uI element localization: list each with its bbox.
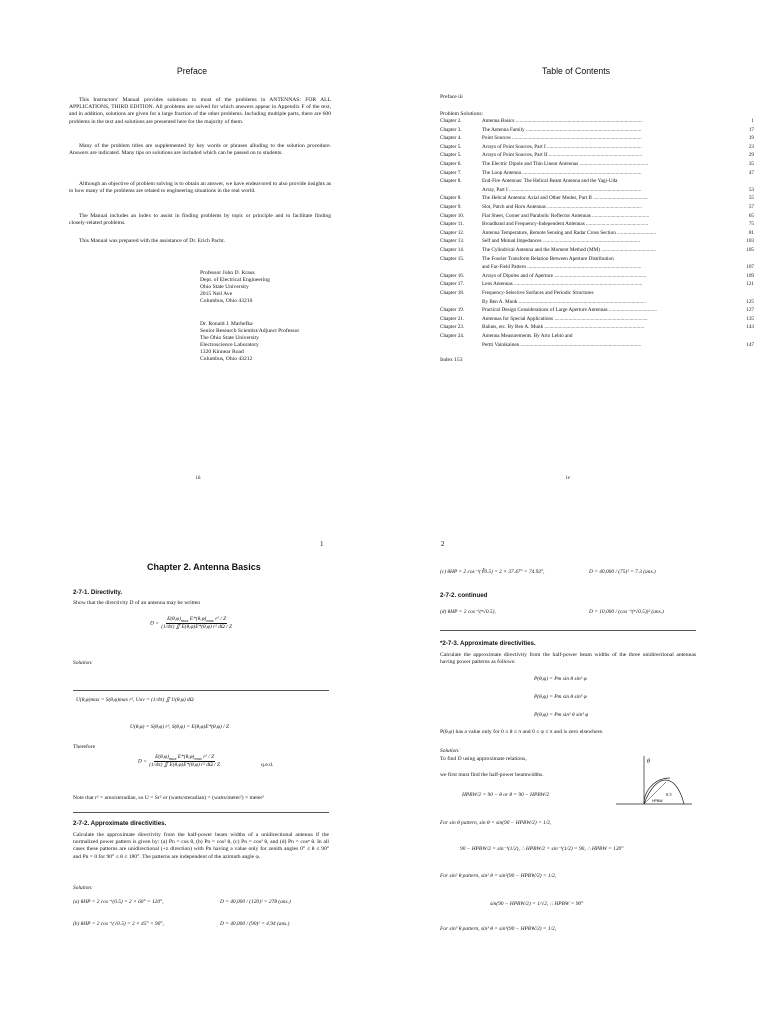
toc-row (440, 135, 754, 141)
toc-page-number: 125 (746, 298, 754, 305)
toc-chapter-number: Chapter 13. (440, 238, 465, 245)
figure-label-theta: θ (647, 759, 650, 765)
toc-row (440, 187, 754, 193)
toc-chapter-title: Antenna Measurements. By Arto Lehto and (482, 333, 573, 339)
toc-chapter-title: By Ben A. Munk .................................................................................................. (482, 298, 646, 305)
therefore-label: Therefore (73, 744, 96, 750)
toc-chapter-title: The Cylindrical Antenna and the Moment Method (MM) .......................................... (482, 247, 656, 253)
toc-row (440, 144, 754, 150)
preface-paragraph-2: Many of the problem titles are supplemented by key words or phrases alluding to the solution procedure. Answers are indicated. Many tips on solutions are included which can be passed on to students. (69, 143, 331, 157)
toc-chapter-number (440, 342, 482, 348)
toc-row (440, 324, 754, 330)
eq-hpbw-relation: HPBW/2 = 90 − θ or θ = 90 − HPBW/2 (462, 792, 550, 798)
toc-chapter-number (440, 264, 482, 270)
toc-chapter-title: The Antenna Family ......................................................................................... (482, 126, 642, 133)
toc-page-number: 75 (748, 221, 754, 228)
toc-page-number: 121 (746, 281, 754, 288)
toc-row (440, 161, 754, 167)
solution-line-2: we first must find the half-power beamwidths. (440, 772, 544, 778)
toc-index-line: Index 153 (440, 357, 463, 363)
toc-chapter-title: Antenna Temperature, Remote Sensing and Radar Cross Section .............................. (482, 229, 657, 236)
toc-chapter-title: Arrays of Dipoles and of Aperture ....................................................................... (482, 272, 647, 279)
toc-chapter-number: Chapter 12. (440, 229, 465, 236)
section-2-7-3-text: Calculate the approximate directivity from the half-power beam widths of the three unidirectional antennas having power patterns as follows: (440, 652, 696, 666)
toc-row (440, 152, 754, 158)
toc-page-number: 55 (748, 195, 754, 202)
note-units: Note that r² = area/steradian, so U = Sr² or (watts/steradian) = (watts/meter²) × meter² (73, 795, 264, 801)
toc-page-number: 57 (748, 204, 754, 210)
half-power-pattern-figure (614, 752, 694, 812)
toc-chapter-number: Chapter 18. (440, 290, 465, 296)
toc-page-number: 143 (746, 324, 754, 331)
toc-row (440, 273, 754, 279)
toc-chapter-number: Chapter 2. (440, 118, 462, 124)
toc-chapter-title: Flat Sheet, Corner and Parabolic Reflector Antennas ............................................ (482, 212, 650, 219)
section-2-7-1-text: Show that the directivity D of an antenna may be written (73, 600, 201, 606)
preface-paragraph-1: This Instructors' Manual provides solutions to most of the problems in ANTENNAS: FOR ALL APPLICATIONS, THIRD EDITION. All problems are solved for which answers appear in Appendix F of the text, and in addition, solutions are given for a large fraction of the other problems. Including multiple parts, there are 600 problems in the text and solutions are presented here for the majority of them. (69, 97, 331, 125)
preface-paragraph-5: This Manual was prepared with the assistance of Dr. Erich Pacht. (79, 238, 226, 244)
toc-chapter-title: Point Sources .................................................................................................... (482, 135, 642, 142)
toc-page-number: 19 (748, 135, 754, 142)
toc-chapter-number (440, 299, 482, 305)
toc-row (440, 342, 754, 348)
toc-row (440, 118, 754, 124)
toc-page-number: 105 (746, 247, 754, 253)
author-block-kraus: Professor John D. Kraus Dept. of Electrical Engineering Ohio State University 2015 Neil Ave Columbus, Ohio 43210 (200, 270, 270, 305)
qed: q.e.d. (261, 762, 274, 768)
toc-chapter-title: The Fourier Transform Relation Between Aperture Distribution (482, 255, 614, 262)
toc-chapter-number: Chapter 14. (440, 247, 465, 253)
toc-chapter-title: Antenna Basics .................................................................................................. (482, 118, 643, 124)
pattern-note: P(θ,φ) has a value only for 0 ≤ θ ≤ π and 0 ≤ φ ≤ π and is zero elsewhere. (440, 729, 604, 735)
eq-sin3-pattern: For sin³ θ pattern, sin³ θ = sin³(90 − HPBW/2) = 1/2, (440, 926, 557, 932)
toc-page-number: 127 (746, 307, 754, 314)
preface-paragraph-3: Although an objective of problem solving is to obtain an answer, we have endeavored to also provide insights as to how many of the problems are related to engineering situations in the real world. (69, 181, 331, 195)
toc-chapter-title: Array, Part I ...................................................................................................... (482, 186, 642, 193)
directivity-result-formula: D = $\frac{E(\theta,\varphi)_{max} E*(\theta,\varphi)_{max} r^2 / Z}{\text{(1/4π) ∬ E(θ,φ)E*(θ,φ) r² dΩ / Z}}$ (138, 754, 220, 769)
preface-title: Preface (176, 66, 208, 77)
toc-chapter-number: Chapter 5. (440, 143, 462, 150)
section-2-7-1-heading: 2-7-1. Directivity. (73, 589, 123, 596)
toc-row (440, 281, 754, 287)
toc-chapter-title: Practical Design Considerations of Large Aperture Antennas ..................................... (482, 307, 657, 314)
directivity-formula: D = $\frac{E(\theta,\varphi)_{max} E*(\theta,\varphi)_{max} r^2 / Z}{\text{(1/4π) ∬ E(θ,φ)E*(θ,φ) r² dΩ / Z}}$ (150, 616, 232, 631)
chapter-title: Chapter 2. Antenna Basics (147, 562, 261, 572)
toc-page-number: 103 (746, 238, 754, 245)
toc-page-number: 29 (748, 152, 754, 159)
author-block-marhefka: Dr. Ronald J. Marhefka Senior Research Scientist/Adjunct Professor The Ohio State University Electroscience Laboratory 1320 Kinnear Road Columbus, Ohio 43212 (200, 321, 300, 363)
toc-page-number: 81 (748, 229, 754, 236)
toc-chapter-title: End-Fire Antennas: The Helical Beam Antenna and the Yagi-Uda (482, 178, 618, 185)
eq-sin2-pattern: For sin² θ pattern, sin² θ = sin²(90 − HPBW/2) = 1/2, (440, 873, 557, 879)
toc-chapter-title: Frequency-Selective Surfaces and Periodic Structures (482, 290, 594, 296)
toc-page-number: 135 (746, 315, 754, 322)
toc-page-number: 47 (748, 169, 754, 176)
pattern-2: P(θ,φ) = Pm sin θ sin³ φ (534, 694, 587, 700)
divider (73, 690, 329, 691)
eq-sin-pattern: For sin θ pattern, sin θ = sin(90 − HPBW/2) = 1/2, (440, 820, 552, 826)
toc-row (440, 316, 754, 322)
solution-label-1: Solution: (73, 660, 93, 666)
toc-chapter-number: Chapter 15. (440, 255, 465, 262)
toc-page (384, 0, 768, 512)
toc-page-number (753, 256, 754, 262)
eq-b: (b) θHP = 2 cos⁻¹(√0.5) = 2 × 45° = 90°, (73, 921, 164, 927)
toc-page-number (753, 178, 754, 184)
toc-page-number (753, 333, 754, 339)
page-number-2: 2 (441, 540, 445, 548)
solution-label-3: Solution: (440, 748, 460, 754)
toc-row (440, 247, 754, 253)
toc-page-number: 17 (748, 126, 754, 133)
toc-chapter-title: The Helical Antenna: Axial and Other Modes, Part II .......................................... (482, 195, 648, 202)
section-2-7-2-heading: 2-7-2. Approximate directivities. (73, 820, 167, 827)
toc-page-number: 53 (748, 186, 754, 193)
eq-c-result: D = 40,000 / (75)² = 7.3 (ans.) (589, 569, 656, 575)
toc-page-number: 23 (748, 143, 754, 150)
divider (440, 630, 696, 631)
toc-row (440, 178, 754, 184)
toc-chapter-title: and Far-Field Pattern ........................................................................................ (482, 264, 642, 271)
toc-row (440, 213, 754, 219)
solution-line-1: To find D using approximate relations, (440, 756, 527, 762)
toc-preface-line: Preface iii (440, 94, 463, 100)
toc-chapter-title: Arrays of Point Sources, Part I ......................................................................... (482, 143, 642, 150)
eq-d-result: D = 10,000 / (cos⁻¹(ⁿ√0.5))² (ans.) (589, 609, 664, 615)
toc-page-number: 1 (751, 118, 754, 124)
toc-row (440, 264, 754, 270)
toc-title: Table of Contents (541, 66, 611, 77)
toc-chapter-title: Slot, Patch and Horn Antennas ......................................................................... (482, 204, 642, 210)
eq-c: (c) θHP = 2 cos⁻¹(∛0.5) = 2 × 37.47° = 74.93°, (440, 569, 545, 575)
section-2-7-2-text: Calculate the approximate directivity from the half-power beam widths of a unidirectional antenna if the normalized power pattern is given by: (a) Pn = cos θ, (b) Pn = cos² θ, (c) Pn = cos³ θ, and (d) Pn = cosⁿ θ. In all cases these patterns are unidirectional (+z direction) with Pn having a value only for zenith angles 0° ≤ θ ≤ 90° and Pn = 0 for 90° ≤ θ ≤ 180°. The patterns are independent of the azimuth angle φ. (73, 832, 329, 860)
toc-row (440, 238, 754, 244)
toc-chapter-title: Self and Mutual Impedances ........................................................................... (482, 238, 641, 245)
toc-row (440, 230, 754, 236)
eq-b-result: D = 40,000 / (90)² = 4.94 (ans.) (220, 921, 290, 927)
toc-row (440, 204, 754, 210)
page-1 (0, 512, 384, 1024)
toc-chapter-number: Chapter 4. (440, 135, 462, 142)
toc-chapter-number: Chapter 6. (440, 161, 462, 167)
toc-row (440, 290, 754, 296)
page-2 (384, 512, 768, 1024)
figure-pattern-lobe (644, 780, 684, 804)
eq-sin2-hpbw: sin(90 − HPBW/2) = 1/√2, ∴ HPBW = 90° (490, 901, 584, 907)
eq-a-result: D = 40,000 / (120)² = 278 (ans.) (220, 899, 291, 905)
eq-s: U(θ,φ) = S(θ,φ) r², S(θ,φ) = E(θ,φ)E*(θ,φ) / Z (130, 724, 230, 730)
toc-row (440, 221, 754, 227)
toc-page-number (753, 290, 754, 296)
page-number-1: 1 (320, 540, 324, 548)
toc-chapter-number: Chapter 3. (440, 126, 462, 133)
toc-chapter-number: Chapter 7. (440, 169, 462, 176)
toc-row (440, 170, 754, 176)
toc-chapter-title: Broadband and Frequency-Independent Antennas ................................................ (482, 221, 649, 228)
toc-page-number: 65 (748, 212, 754, 219)
toc-chapter-number: Chapter 5. (440, 152, 462, 159)
toc-chapter-title: Baluns, etc. By Ben A. Munk ............................................................................. (482, 324, 645, 331)
toc-row (440, 333, 754, 339)
toc-chapter-number: Chapter 21. (440, 315, 465, 322)
toc-chapter-number: Chapter 8. (440, 178, 462, 185)
divider (73, 812, 329, 813)
pattern-1: P(θ,φ) = Pm sin θ sin² φ (534, 676, 587, 682)
toc-problem-solutions: Problem Solutions: (440, 111, 484, 117)
page-number-iii: iii (196, 475, 201, 481)
toc-chapter-title: Antennas for Special Applications ........................................................................ (482, 315, 648, 322)
toc-chapter-title: Pertti Vainikainen ............................................................................................. (482, 341, 642, 348)
toc-chapter-title: The Loop Antenna ............................................................................................ (482, 169, 642, 176)
toc-chapter-number: Chapter 19. (440, 307, 465, 314)
eq-a: (a) θHP = 2 cos⁻¹(0.5) = 2 × 60° = 120°, (73, 899, 164, 905)
toc-chapter-number: Chapter 11. (440, 221, 465, 228)
pattern-3: P(θ,φ) = Pm sin² θ sin³ φ (534, 712, 589, 718)
toc-row (440, 256, 754, 262)
preface-page (0, 0, 384, 512)
figure-label-hpbw: HPBW (652, 799, 663, 803)
toc-chapter-title: The Electric Dipole and Thin Linear Antennas ..................................................... (482, 161, 649, 167)
toc-row (440, 195, 754, 201)
toc-chapter-title: Lens Antennas ................................................................................................... (482, 281, 643, 288)
toc-page-number: 109 (746, 272, 754, 279)
toc-row (440, 127, 754, 133)
eq-u-max: U(θ,φ)max = S(θ,φ)max r², Uav = (1/4π) ∬ U(θ,φ) dΩ (76, 697, 194, 703)
preface-paragraph-4: The Manual includes an index to assist in finding problems by topic or principle and to facilitate finding closely-related problems. (69, 213, 331, 227)
toc-row (440, 299, 754, 305)
page-number-iv: iv (566, 475, 571, 481)
toc-chapter-number: Chapter 10. (440, 212, 465, 219)
section-2-7-3-heading: *2-7-3. Approximate directivities. (440, 640, 536, 647)
eq-sin-hpbw: 90 − HPBW/2 = sin⁻¹(1/2), ∴ HPBW/2 = sin⁻¹(1/2) = 90, ∴ HPBW = 120° (460, 846, 624, 852)
toc-chapter-number: Chapter 16. (440, 272, 465, 279)
section-2-7-2-continued-heading: 2-7-2. continued (440, 592, 488, 599)
toc-chapter-number: Chapter 24. (440, 333, 465, 339)
toc-chapter-number: Chapter 9. (440, 204, 462, 210)
toc-chapter-number: Chapter 17. (440, 281, 465, 288)
toc-chapter-number: Chapter 8. (440, 195, 462, 202)
toc-page-number: 35 (748, 161, 754, 167)
eq-d: (d) θHP = 2 cos⁻¹(ⁿ√0.5), (440, 609, 496, 615)
figure-label-05: 0.5 (666, 792, 672, 797)
toc-chapter-title: Arrays of Point Sources, Part II ........................................................................ (482, 152, 643, 159)
toc-chapter-number: Chapter 23. (440, 324, 465, 331)
solution-label-2: Solution: (73, 885, 93, 891)
toc-row (440, 307, 754, 313)
toc-page-number: 107 (746, 264, 754, 271)
toc-page-number: 147 (746, 341, 754, 348)
toc-chapter-number (440, 187, 482, 193)
